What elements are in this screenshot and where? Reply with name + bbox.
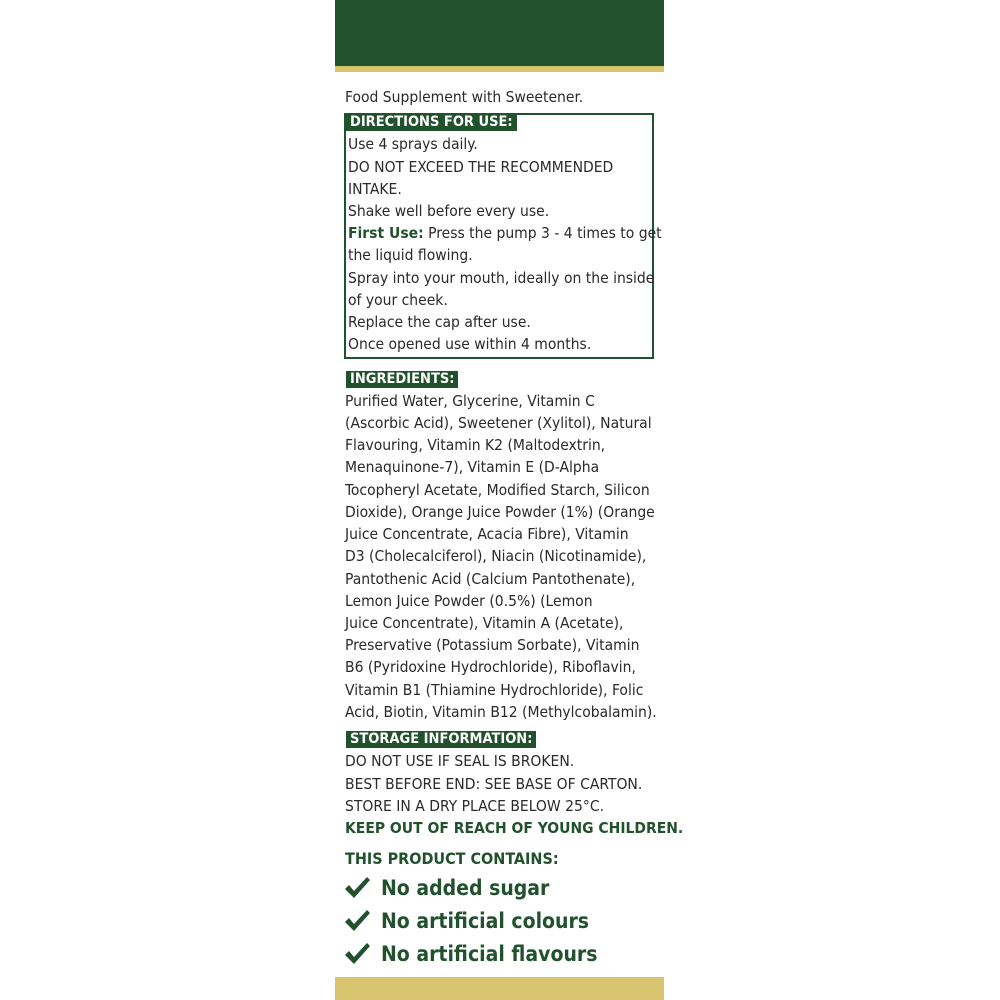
check-icon (343, 941, 371, 967)
first-use-label: First Use: (348, 224, 424, 242)
claim-label: No artificial flavours (381, 942, 598, 966)
directions-line: Spray into your mouth, ideally on the inside (348, 269, 655, 287)
directions-first-use (348, 223, 662, 243)
check-icon (343, 875, 371, 901)
ingredients-line: Tocopheryl Acetate, Modified Starch, Silicon (345, 481, 650, 499)
ingredients-line: D3 (Cholecalciferol), Niacin (Nicotinamide), (345, 547, 647, 565)
storage-line: DO NOT USE IF SEAL IS BROKEN. (345, 752, 575, 770)
ingredients-heading: INGREDIENTS: (346, 371, 458, 388)
storage-line: BEST BEFORE END: SEE BASE OF CARTON. (345, 775, 643, 793)
directions-line: Once opened use within 4 months. (348, 335, 592, 353)
ingredients-line: Dioxide), Orange Juice Powder (1%) (Orange (345, 503, 655, 521)
directions-warning: DO NOT EXCEED THE RECOMMENDED (348, 158, 614, 176)
contains-heading: THIS PRODUCT CONTAINS: (345, 849, 559, 868)
check-icon (343, 908, 371, 934)
ingredients-line: Purified Water, Glycerine, Vitamin C (345, 392, 595, 410)
first-use-text: Press the pump 3 - 4 times to get (423, 224, 662, 242)
ingredients-line: Flavouring, Vitamin K2 (Maltodextrin, (345, 436, 606, 454)
ingredients-line: Menaquinone-7), Vitamin E (D-Alpha (345, 458, 600, 476)
storage-warning: KEEP OUT OF REACH OF YOUNG CHILDREN. (345, 819, 684, 837)
ingredients-line: B6 (Pyridoxine Hydrochloride), Riboflavin, (345, 658, 636, 676)
claim-label: No added sugar (381, 876, 550, 900)
ingredients-line: Juice Concentrate), Vitamin A (Acetate), (345, 614, 624, 632)
directions-line: the liquid flowing. (348, 246, 473, 264)
ingredients-line: Lemon Juice Powder (0.5%) (Lemon (345, 592, 593, 610)
ingredients-line: Vitamin B1 (Thiamine Hydrochloride), Folic (345, 681, 644, 699)
bottom-gold-stripe (335, 977, 664, 1000)
directions-line: Replace the cap after use. (348, 313, 531, 331)
ingredients-line: (Ascorbic Acid), Sweetener (Xylitol), Natural (345, 414, 652, 432)
ingredients-line: Acid, Biotin, Vitamin B12 (Methylcobalamin). (345, 703, 657, 721)
ingredients-line: Preservative (Potassium Sorbate), Vitamin (345, 636, 640, 654)
ingredients-line: Pantothenic Acid (Calcium Pantothenate), (345, 570, 636, 588)
storage-heading: STORAGE INFORMATION: (346, 731, 536, 748)
directions-warning-cont: INTAKE. (348, 180, 402, 198)
top-gold-stripe (335, 66, 664, 72)
directions-line: Shake well before every use. (348, 202, 550, 220)
ingredients-line: Juice Concentrate, Acacia Fibre), Vitamin (345, 525, 629, 543)
top-green-band (335, 0, 664, 66)
directions-line: Use 4 sprays daily. (348, 135, 478, 153)
directions-heading: DIRECTIONS FOR USE: (346, 114, 517, 131)
directions-line: of your cheek. (348, 291, 448, 309)
storage-line: STORE IN A DRY PLACE BELOW 25°C. (345, 797, 605, 815)
product-subtitle: Food Supplement with Sweetener. (345, 88, 584, 106)
claim-label: No artificial colours (381, 909, 590, 933)
label-panel (335, 0, 684, 1000)
